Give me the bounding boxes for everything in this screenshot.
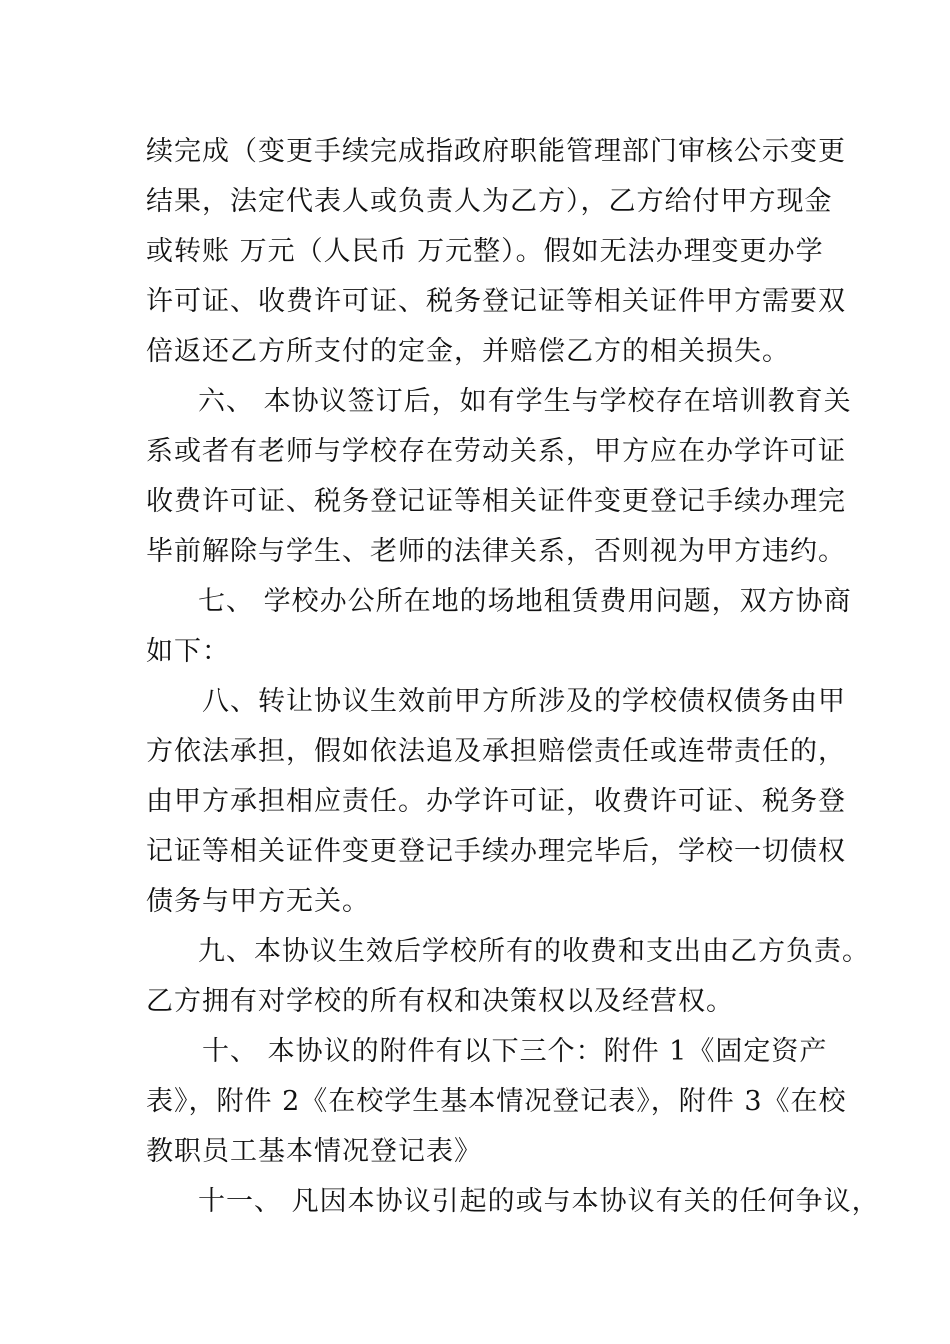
clause-ten-heading-line: 十、 本协议的附件有以下三个：附件 1《固定资产 [202, 1036, 828, 1067]
text-line: 倍返还乙方所支付的定金，并赔偿乙方的相关损失。 [146, 336, 790, 367]
text-line: 或转账 万元（人民币 万元整）。假如无法办理变更办学 [146, 236, 824, 267]
text-line: 表》，附件 2《在校学生基本情况登记表》，附件 3《在校 [146, 1086, 847, 1117]
clause-eight-heading-line: 八、转让协议生效前甲方所涉及的学校债权债务由甲 [202, 686, 846, 717]
text-line: 毕前解除与学生、老师的法律关系，否则视为甲方违约。 [146, 536, 846, 567]
clause-seven-heading-line: 七、 学校办公所在地的场地租赁费用问题，双方协商 [198, 586, 852, 617]
text-line: 续完成（变更手续完成指政府职能管理部门审核公示变更 [146, 136, 846, 167]
text-line: 如下： [146, 636, 230, 667]
text-line: 结果，法定代表人或负责人为乙方），乙方给付甲方现金 [146, 186, 833, 217]
text-line: 记证等相关证件变更登记手续办理完毕后，学校一切债权 [146, 836, 846, 867]
clause-nine-heading-line: 九、本协议生效后学校所有的收费和支出由乙方负责。 [198, 936, 870, 967]
text-line: 教职员工基本情况登记表》 [146, 1136, 482, 1167]
text-line: 系或者有老师与学校存在劳动关系，甲方应在办学许可证 [146, 436, 846, 467]
clause-eleven-heading-line: 十一、 凡因本协议引起的或与本协议有关的任何争议， [198, 1186, 880, 1217]
text-line: 方依法承担，假如依法追及承担赔偿责任或连带责任的， [146, 736, 846, 767]
text-line: 许可证、收费许可证、税务登记证等相关证件甲方需要双 [146, 286, 846, 317]
clause-six-heading-line: 六、 本协议签订后，如有学生与学校存在培训教育关 [198, 386, 852, 417]
text-line: 收费许可证、税务登记证等相关证件变更登记手续办理完 [146, 486, 846, 517]
text-line: 由甲方承担相应责任。办学许可证，收费许可证、税务登 [146, 786, 846, 817]
text-line: 乙方拥有对学校的所有权和决策权以及经营权。 [146, 986, 734, 1017]
text-line: 债务与甲方无关。 [146, 886, 370, 917]
